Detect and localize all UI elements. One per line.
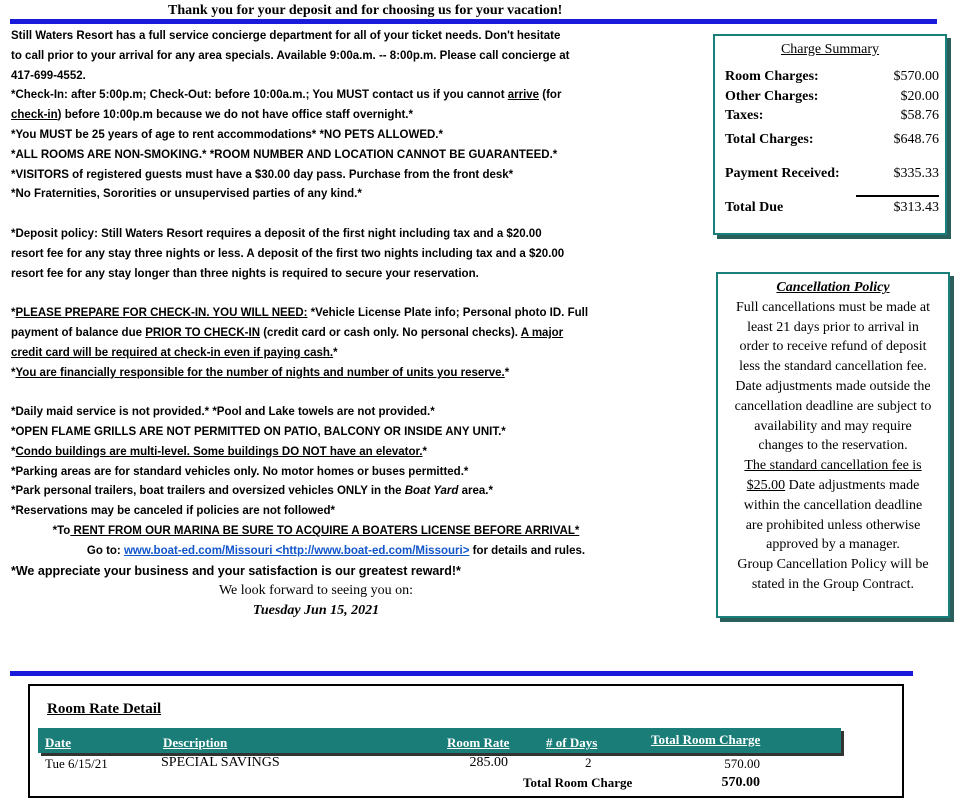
deposit-policy: resort fee for any stay longer than three nights is required to secure your reservation. xyxy=(11,267,479,280)
column-header-room-rate: Room Rate xyxy=(447,735,510,750)
cancellation-text: Group Cancellation Policy will be xyxy=(737,557,929,573)
cancel-warning: *Reservations may be canceled if policies are not followed* xyxy=(11,505,336,518)
parking-policy: *Parking areas are for standard vehicles only. No motor homes or buses permitted.* xyxy=(11,465,469,478)
policy-notes xyxy=(11,27,621,621)
row-description: SPECIAL SAVINGS xyxy=(161,755,280,770)
boat-ed-link[interactable]: www.boat-ed.com/Missouri <http://www.boat-ed.com/Missouri> xyxy=(123,544,470,557)
column-header-date: Date xyxy=(45,735,71,750)
total-room-charge-value: 570.00 xyxy=(721,775,760,790)
cancellation-text: Full cancellations must be made at xyxy=(735,299,930,315)
bottom-divider xyxy=(10,671,913,676)
cancellation-policy-panel xyxy=(716,272,950,618)
checkin-requirements: credit card will be required at check-in even if paying cash.* xyxy=(11,346,338,359)
row-date: Tue 6/15/21 xyxy=(45,756,108,771)
cancellation-text: within the cancellation deadline xyxy=(743,497,923,513)
smoking-policy: *ALL ROOMS ARE NON-SMOKING.* *ROOM NUMBER AND LOCATION CANNOT BE GUARANTEED.* xyxy=(11,148,558,161)
cancellation-policy-title: Cancellation Policy xyxy=(776,280,890,295)
concierge-line: to call prior to your arrival for any area specials. Available 9:00a.m. -- 8:00p.m. Please call concierge at xyxy=(11,49,570,62)
cancellation-text: changes to the reservation. xyxy=(758,438,908,454)
column-header-total: Total Room Charge xyxy=(651,732,761,747)
cancellation-text: less the standard cancellation fee. xyxy=(739,359,927,375)
cancellation-text: least 21 days prior to arrival in xyxy=(747,319,919,335)
trailer-policy: *Park personal trailers, boat trailers and oversized vehicles ONLY in the Boat Yard area.* xyxy=(11,485,493,498)
deposit-policy: resort fee for any stay three nights or less. A deposit of the first two nights including tax and a $20.00 xyxy=(11,247,565,260)
cancellation-text: are prohibited unless otherwise xyxy=(745,517,921,533)
room-rate-title: Room Rate Detail xyxy=(47,701,162,717)
cancellation-text: availability and may require xyxy=(754,418,912,434)
cancellation-text: order to receive refund of deposit xyxy=(739,339,927,355)
deposit-policy: *Deposit policy: Still Waters Resort requires a deposit of the first night including tax and a $20.00 xyxy=(11,227,542,240)
row-days: 2 xyxy=(585,755,592,770)
charge-summary-panel: Charge Summary Room Charges: $570.00 Other Charges: $20.00 Taxes: $58.76 Total Charges: $648.76 Payment Received: $335.33 Total Due $313.43 xyxy=(713,34,947,235)
condo-note: *Condo buildings are multi-level. Some buildings DO NOT have an elevator.* xyxy=(11,445,428,458)
cancellation-fee-amount: $25.00 xyxy=(746,477,786,493)
arrival-date: Tuesday Jun 15, 2021 xyxy=(252,603,380,619)
thank-you-heading: Thank you for your deposit and for choosing us for your vacation! xyxy=(168,3,563,18)
row-room-rate: 285.00 xyxy=(469,755,508,770)
cancellation-text: Date adjustments made outside the xyxy=(735,378,931,394)
concierge-phone: 417-699-4552. xyxy=(11,69,86,82)
marina-note: *To RENT FROM OUR MARINA BE SURE TO ACQUIRE A BOATERS LICENSE BEFORE ARRIVAL* xyxy=(52,524,580,537)
column-header-days: # of Days xyxy=(546,735,598,750)
total-divider xyxy=(856,195,939,197)
age-policy: *You MUST be 25 years of age to rent accommodations* *NO PETS ALLOWED.* xyxy=(11,128,443,141)
cancellation-text: stated in the Group Contract. xyxy=(751,576,915,592)
column-header-description: Description xyxy=(163,735,228,750)
grill-policy: *OPEN FLAME GRILLS ARE NOT PERMITTED ON PATIO, BALCONY OR INSIDE ANY UNIT.* xyxy=(11,425,506,438)
charge-summary-title: Charge Summary xyxy=(780,42,880,57)
party-policy: *No Fraternities, Sororities or unsupervised parties of any kind.* xyxy=(11,188,362,201)
room-rate-detail-panel xyxy=(28,684,904,798)
checkin-requirements: payment of balance due PRIOR TO CHECK-IN (credit card or cash only. No personal checks). A major xyxy=(11,326,564,339)
room-rate-table-header xyxy=(38,728,841,753)
checkin-requirements: *PLEASE PREPARE FOR CHECK-IN. YOU WILL NEED: *Vehicle License Plate info; Personal photo ID. Full xyxy=(11,307,589,320)
cancellation-fee-line: $25.00 Date adjustments made xyxy=(746,477,920,493)
cancellation-fee-text: The standard cancellation fee is xyxy=(744,458,922,474)
appreciation-note: *We appreciate your business and your satisfaction is our greatest reward!* xyxy=(11,563,461,578)
amenities-note: *Daily maid service is not provided.* *Pool and Lake towels are not provided.* xyxy=(11,406,435,419)
checkin-line: *Check-In: after 5:00p.m; Check-Out: before 10:00a.m.; You MUST contact us if you cannot arrive (for xyxy=(11,89,562,102)
checkin-line: check-in) before 10:00p.m because we do not have office staff overnight.* xyxy=(11,109,413,122)
top-divider xyxy=(10,19,937,24)
visitor-policy: *VISITORS of registered guests must have a $30.00 day pass. Purchase from the front desk* xyxy=(11,168,514,181)
row-total: 570.00 xyxy=(724,756,760,771)
boat-ed-line: Go to: www.boat-ed.com/Missouri <http://www.boat-ed.com/Missouri> for details and rules. xyxy=(86,544,586,557)
responsibility-note: *You are financially responsible for the number of nights and number of units you reserve.* xyxy=(11,366,510,379)
look-forward-text: We look forward to seeing you on: xyxy=(218,583,414,599)
cancellation-text: cancellation deadline are subject to xyxy=(734,398,932,414)
concierge-line: Still Waters Resort has a full service concierge department for all of your ticket needs. Don't hesitate xyxy=(11,30,561,42)
cancellation-text: approved by a manager. xyxy=(766,537,900,553)
total-room-charge-label: Total Room Charge xyxy=(523,775,633,790)
